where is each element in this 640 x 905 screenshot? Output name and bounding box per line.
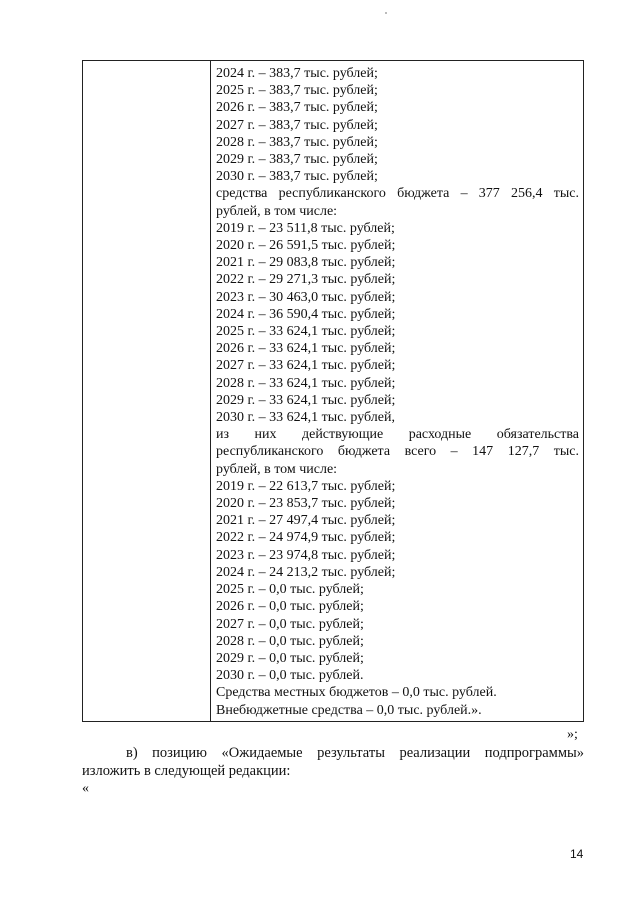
table-line: 2030 г. – 33 624,1 тыс. рублей, <box>216 410 395 426</box>
table-line: 2022 г. – 29 271,3 тыс. рублей; <box>216 272 396 288</box>
table-line: 2028 г. – 0,0 тыс. рублей; <box>216 633 364 649</box>
paragraph-line: в) позицию «Ожидаемые результаты реализации подпрограммы» <box>126 745 584 761</box>
table-line: рублей, в том числе: <box>216 461 338 477</box>
table-line: 2022 г. – 24 974,9 тыс. рублей; <box>216 530 396 546</box>
table-line: 2029 г. – 383,7 тыс. рублей; <box>216 152 378 168</box>
table-line: 2029 г. – 0,0 тыс. рублей; <box>216 650 364 666</box>
table-line: 2028 г. – 33 624,1 тыс. рублей; <box>216 375 396 391</box>
table-line: 2023 г. – 23 974,8 тыс. рублей; <box>216 547 396 563</box>
table-line: 2021 г. – 29 083,8 тыс. рублей; <box>216 255 396 271</box>
table-line: 2020 г. – 26 591,5 тыс. рублей; <box>216 238 396 254</box>
table-line: Внебюджетные средства – 0,0 тыс. рублей.». <box>216 702 482 718</box>
table-line: 2025 г. – 383,7 тыс. рублей; <box>216 83 378 99</box>
table-line: из них действующие расходные обязательства <box>216 427 579 443</box>
table-line: 2026 г. – 33 624,1 тыс. рублей; <box>216 341 396 357</box>
table-line: 2030 г. – 383,7 тыс. рублей; <box>216 169 378 185</box>
table-line: 2026 г. – 383,7 тыс. рублей; <box>216 100 378 116</box>
page-number: 14 <box>570 847 584 861</box>
amendment-paragraph <box>82 744 584 780</box>
column-divider <box>210 61 211 721</box>
table-line: Средства местных бюджетов – 0,0 тыс. рублей. <box>216 685 497 701</box>
table-line: 2019 г. – 22 613,7 тыс. рублей; <box>216 478 396 494</box>
table-line: 2028 г. – 383,7 тыс. рублей; <box>216 134 378 150</box>
table-line: 2024 г. – 383,7 тыс. рублей; <box>216 66 378 81</box>
table-line: 2019 г. – 23 511,8 тыс. рублей; <box>216 220 395 236</box>
table-line: 2025 г. – 33 624,1 тыс. рублей; <box>216 324 396 340</box>
table-line: 2020 г. – 23 853,7 тыс. рублей; <box>216 496 396 512</box>
table-line: 2030 г. – 0,0 тыс. рублей. <box>216 668 364 684</box>
table-line: республиканского бюджета всего – 147 127,7 тыс. <box>216 444 579 460</box>
table-line: 2023 г. – 30 463,0 тыс. рублей; <box>216 289 396 305</box>
funding-cell-text <box>216 65 579 719</box>
closing-quote: »; <box>567 727 578 742</box>
table-line: 2029 г. – 33 624,1 тыс. рублей; <box>216 392 396 408</box>
table-line: 2024 г. – 36 590,4 тыс. рублей; <box>216 306 396 322</box>
table-line: 2026 г. – 0,0 тыс. рублей; <box>216 599 364 615</box>
opening-quote: « <box>82 781 89 796</box>
table-line: 2021 г. – 27 497,4 тыс. рублей; <box>216 513 396 529</box>
paragraph-line: изложить в следующей редакции: <box>82 763 291 779</box>
table-line: 2027 г. – 383,7 тыс. рублей; <box>216 117 378 133</box>
table-line: средства республиканского бюджета – 377 256,4 тыс. <box>216 186 579 202</box>
table-line: 2025 г. – 0,0 тыс. рублей; <box>216 582 364 598</box>
scan-speck <box>385 12 387 14</box>
table-line: 2027 г. – 0,0 тыс. рублей; <box>216 616 364 632</box>
table-line: 2024 г. – 24 213,2 тыс. рублей; <box>216 564 396 580</box>
table-line: рублей, в том числе: <box>216 203 338 219</box>
funding-table <box>82 60 584 722</box>
table-line: 2027 г. – 33 624,1 тыс. рублей; <box>216 358 396 374</box>
